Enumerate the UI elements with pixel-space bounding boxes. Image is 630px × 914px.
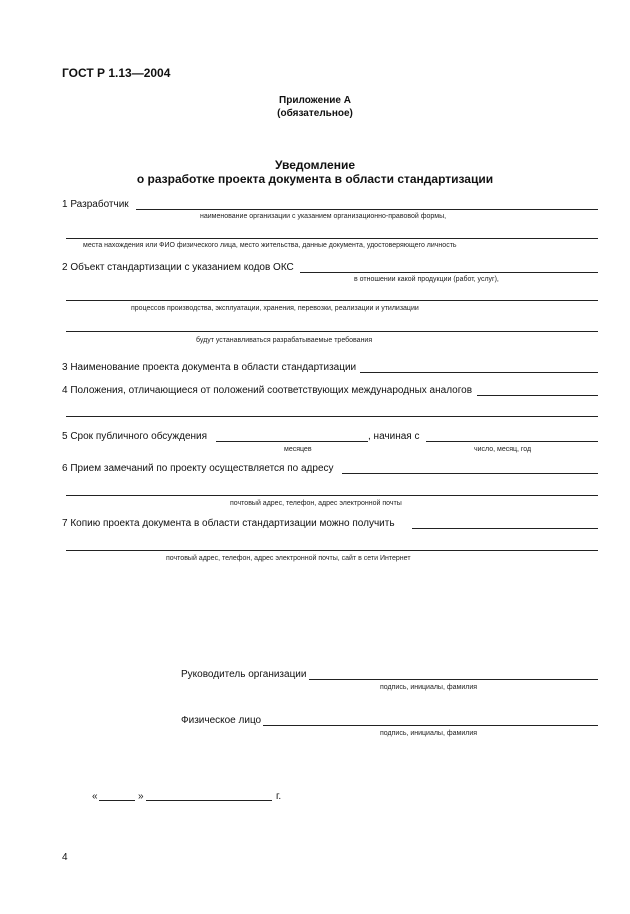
form-title-line1: Уведомление xyxy=(274,158,355,172)
field-6-input-line1[interactable] xyxy=(342,473,598,474)
field-6-caption: почтовый адрес, телефон, адрес электронной почты xyxy=(230,500,402,507)
field-7-input-line1[interactable] xyxy=(412,528,598,529)
field-1-caption2: места нахождения или ФИО физического лица, место жительства, данные документа, удостоверяющего личность xyxy=(83,242,457,249)
page-number: 4 xyxy=(62,852,68,863)
date-close-quote: » xyxy=(138,791,144,802)
field-1-label: 1 Разработчик xyxy=(62,199,129,210)
field-3-input-line[interactable] xyxy=(360,372,598,373)
person-signature-input[interactable] xyxy=(263,725,598,726)
field-6-label: 6 Прием замечаний по проекту осуществляется по адресу xyxy=(62,463,334,474)
field-3-label: 3 Наименование проекта документа в области стандартизации xyxy=(62,362,357,373)
field-2-input-line1[interactable] xyxy=(300,272,598,273)
person-signature-caption: подпись, инициалы, фамилия xyxy=(380,730,478,737)
field-5-caption-months: месяцев xyxy=(284,446,312,453)
field-6-input-line2[interactable] xyxy=(66,495,598,496)
date-month-input[interactable] xyxy=(146,800,272,801)
date-open-quote: « xyxy=(92,791,98,802)
head-signature-label: Руководитель организации xyxy=(181,669,307,680)
head-signature-input[interactable] xyxy=(309,679,598,680)
field-5-mid-text: , начиная с xyxy=(368,431,420,442)
field-2-caption2: процессов производства, эксплуатации, хранения, перевозки, реализации и утилизации xyxy=(131,305,419,312)
field-5-months-input[interactable] xyxy=(216,441,368,442)
field-1-caption1: наименование организации с указанием организационно-правовой формы, xyxy=(200,213,447,220)
field-2-label: 2 Объект стандартизации с указанием кодов ОКС xyxy=(62,262,294,273)
field-7-label: 7 Копию проекта документа в области стандартизации можно получить xyxy=(62,518,395,529)
field-2-input-line2[interactable] xyxy=(66,300,598,301)
field-7-input-line2[interactable] xyxy=(66,550,598,551)
appendix-status: (обязательное) xyxy=(277,108,353,119)
person-signature-label: Физическое лицо xyxy=(181,715,262,726)
field-5-caption-date: число, месяц, год xyxy=(474,446,532,453)
date-day-input[interactable] xyxy=(99,800,135,801)
field-2-caption3: будут устанавливаться разрабатываемые требования xyxy=(196,337,373,344)
field-1-input-line1[interactable] xyxy=(136,209,598,210)
field-5-date-input[interactable] xyxy=(426,441,598,442)
head-signature-caption: подпись, инициалы, фамилия xyxy=(380,684,478,691)
appendix-title: Приложение А xyxy=(279,95,351,106)
field-7-caption: почтовый адрес, телефон, адрес электронной почты, сайт в сети Интернет xyxy=(166,555,411,562)
standard-code: ГОСТ Р 1.13—2004 xyxy=(62,66,171,80)
field-2-caption1: в отношении какой продукции (работ, услуг), xyxy=(354,276,499,283)
field-4-input-line2[interactable] xyxy=(66,416,598,417)
field-2-input-line3[interactable] xyxy=(66,331,598,332)
field-4-label: 4 Положения, отличающиеся от положений соответствующих международных аналогов xyxy=(62,385,473,396)
field-1-input-line2[interactable] xyxy=(66,238,598,239)
date-year-suffix: г. xyxy=(276,791,282,802)
field-4-input-line1[interactable] xyxy=(477,395,598,396)
form-title-line2: о разработке проекта документа в области стандартизации xyxy=(136,172,494,186)
field-5-label: 5 Срок публичного обсуждения xyxy=(62,431,208,442)
